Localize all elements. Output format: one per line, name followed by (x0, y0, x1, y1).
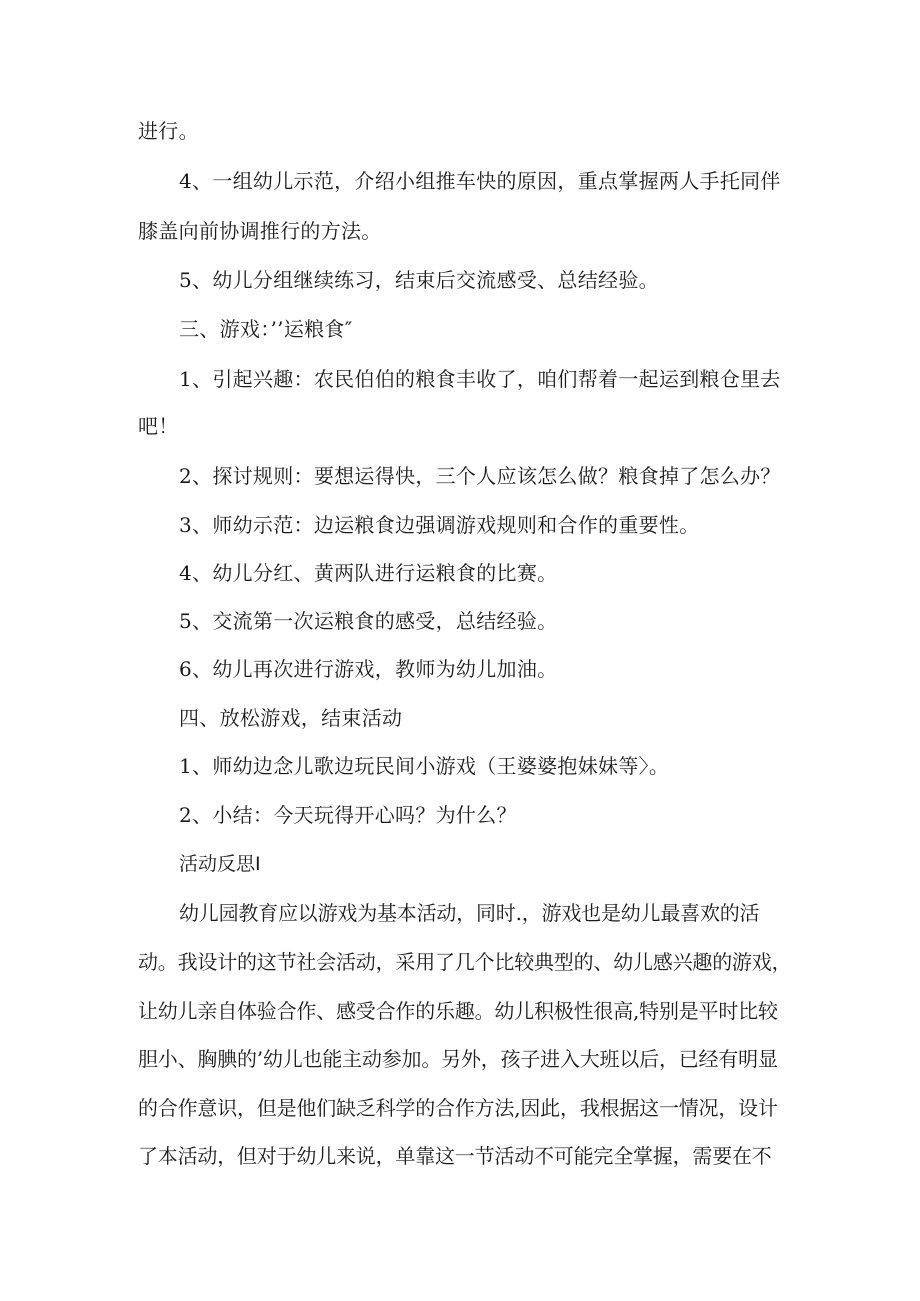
paragraph-line-4: 胆小、胸腆的’幼儿也能主动参加。另外，孩子进入大班以后，已经有明显 (138, 1047, 778, 1071)
section-heading-relax: 四、放松游戏，结束活动 (179, 706, 403, 730)
paragraph-line-6: 了本活动，但对于幼儿来说，单靠这一节活动不可能完全掌握，需要在不 (138, 1144, 772, 1168)
text-line-game-6: 6、幼儿再次进行游戏，教师为幼儿加油。 (179, 657, 558, 681)
text-line-relax-2: 2、小结：今天玩得开心吗？为什么？ (179, 803, 517, 827)
paragraph-line-5: 的合作意识，但是他们缺乏科学的合作方法,因此，我根据这一情况，设计 (138, 1096, 778, 1120)
paragraph-line-2: 动。我设计的这节社会活动，采用了几个比较典型的、幼儿感兴趣的游戏， (138, 950, 792, 974)
text-line-game-2: 2、探讨规则：要想运得快，三个人应该怎么做？粮食掉了怎么办？ (179, 464, 781, 488)
text-line-game-1: 1、引起兴趣：农民伯伯的粮食丰收了，咱们帮着一起运到粮仓里去 (179, 367, 781, 391)
text-line-step-4: 4、一组幼儿示范，介绍小组推车快的原因，重点掌握两人手托同伴 (179, 169, 781, 193)
text-line-step-4-cont: 膝盖向前协调推行的方法。 (138, 219, 382, 243)
text-line-continuation: 进行。 (138, 119, 199, 143)
paragraph-line-1: 幼儿园教育应以游戏为基本活动，同时.，游戏也是幼儿最喜欢的活 (179, 901, 760, 925)
text-line-relax-1: 1、师幼边念儿歌边玩民间小游戏（王婆婆抱妹妹等〉。 (179, 754, 670, 778)
paragraph-line-3: 让幼儿亲自体验合作、感受合作的乐趣。幼儿积极性很高,特别是平时比较 (138, 999, 778, 1023)
text-line-game-5: 5、交流第一次运粮食的感受，总结经验。 (179, 609, 558, 633)
text-line-game-3: 3、师幼示范：边运粮食边强调游戏规则和合作的重要性。 (179, 513, 700, 537)
text-line-game-4: 4、幼儿分红、黄两队进行运粮食的比赛。 (179, 561, 558, 585)
text-line-step-5: 5、幼儿分组继续练习，结束后交流感受、总结经验。 (179, 268, 659, 292)
section-heading-reflection: 活动反思I (179, 853, 261, 875)
section-heading-game: 三、游戏：’’运粮食″ (179, 317, 353, 341)
text-line-game-1-cont: 吧！ (138, 414, 179, 438)
